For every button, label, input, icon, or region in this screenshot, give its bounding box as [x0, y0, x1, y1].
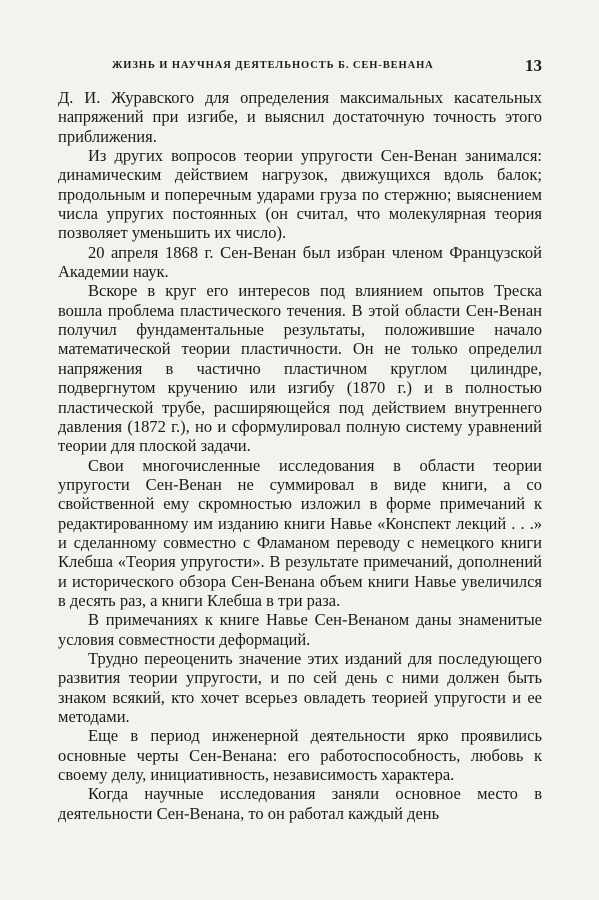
running-title: ЖИЗНЬ И НАУЧНАЯ ДЕЯТЕЛЬНОСТЬ Б. СЕН-ВЕНАНА	[112, 60, 434, 71]
paragraph: В примечаниях к книге Навье Сен-Венаном даны знаменитые условия совместности деформаций.	[58, 610, 542, 649]
paragraph: Д. И. Журавского для определения максимальных касательных напряжений при изгибе, и выяснил достаточную точность этого приближения.	[58, 88, 542, 146]
paragraph: 20 апреля 1868 г. Сен-Венан был избран членом Французской Академии наук.	[58, 242, 542, 282]
paragraph: Еще в период инженерной деятельности ярко проявились основные черты Сен-Венана: его работоспособность, любовь к своему делу, инициативность, независимость характера.	[58, 726, 542, 785]
running-head	[112, 56, 542, 80]
paragraph: Трудно переоценить значение этих изданий для последующего развития теории упругости, и по сей день с ними должен быть знаком всякий, кто хочет всерьез овладеть теорией упругости и ее методами.	[58, 648, 542, 726]
page-number: 13	[525, 56, 542, 75]
paragraph: Когда научные исследования заняли основное место в деятельности Сен-Венана, то он работал каждый день	[58, 784, 542, 823]
paragraph: Из других вопросов теории упругости Сен-Венан занимался: динамическим действием нагрузок, движущихся вдоль балок; продольным и поперечным ударами груза по стержню; выяснением числа упругих постоянных (он считал, что молекулярная теория позволяет уменьшить их число).	[58, 146, 542, 243]
paragraph: Свои многочисленные исследования в области теории упругости Сен-Венан не суммировал в виде книги, а со свойственной ему скромностью изложил в форме примечаний к редактированному им изданию книги Навье «Конспект лекций . . .» и сделанному совместно с Фламаном переводу с немецкого книги Клебша «Теория упругости». В результате примечаний, дополнений и исторического обзора Сен-Венана объем книги Навье увеличился в десять раз, а книги Клебша в три раза.	[58, 455, 542, 610]
paragraph: Вскоре в круг его интересов под влиянием опытов Треска вошла проблема пластического течения. В этой области Сен-Венан получил фундаментальные результаты, положившие начало математической теории пластичности. Он не только определил напряжения в частично пластичном круглом цилиндре, подвергнутом кручению или изгибу (1870 г.) и в полностью пластической трубе, расширяющейся под действием внутреннего давления (1872 г.), но и сформулировал полную систему уравнений теории для плоской задачи.	[58, 281, 542, 456]
body-text	[58, 88, 542, 823]
